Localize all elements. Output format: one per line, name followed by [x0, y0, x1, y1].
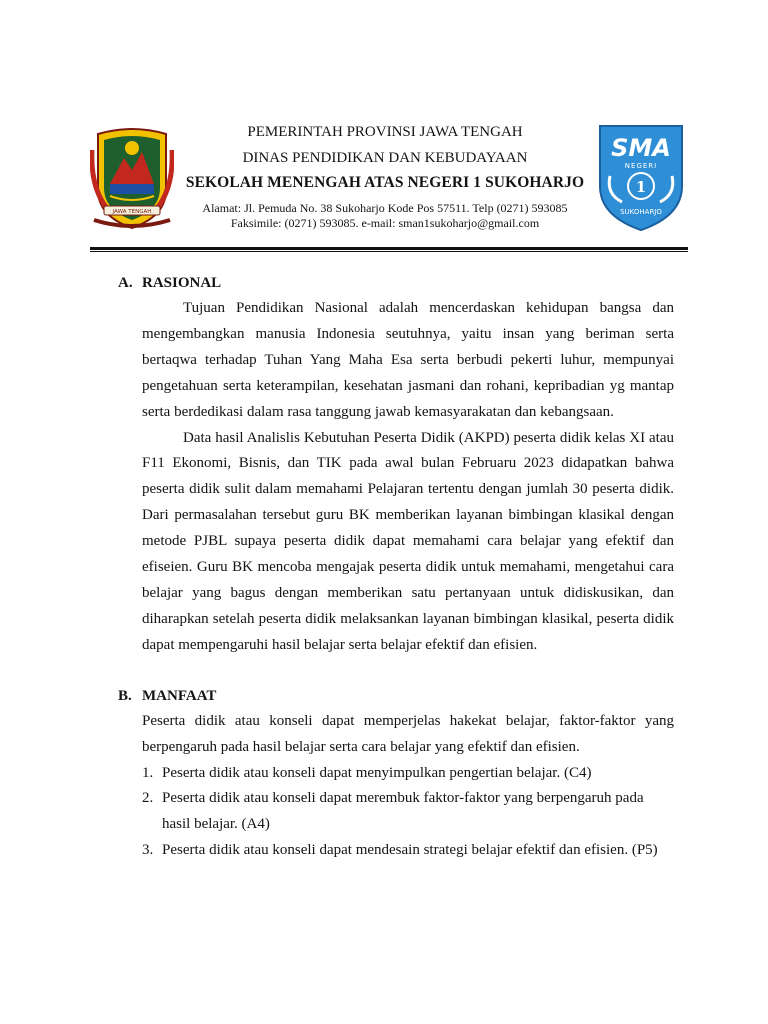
section-a-paragraph-2: Data hasil Analislis Kebutuhan Peserta Didik (AKPD) peserta didik kelas XI atau F11 Ekonomi, Bisnis, dan TIK pada awal bulan Februaru 2023 didapatkan bahwa peserta didik sulit dalam memahami Pelajaran tertentu dengan jumlah 30 peserta didik. Dari permasalahan tersebut guru BK memberikan layanan bimbingan klasikal dengan metode PJBL supaya peserta didik dapat memahami cara belajar yang efektif dan efiseien. Guru BK mencoba mengajak peserta didik untuk memahami, mengetahui cara belajar yang bagus dengan memberikan satu pertanyaan untuk didiskusikan, dan diharapkan setelah peserta didik melaksankan layanan bimbingan klasikal, peserta didik dapat mempengaruhi hasil belajar serta belajar efektif dan efisien.	[142, 429, 674, 653]
emblem-ribbon-text: JAWA TENGAH	[112, 209, 152, 215]
section-a-letter: A.	[118, 275, 133, 291]
letterhead	[88, 116, 688, 252]
list-item-number: 2.	[142, 790, 154, 807]
school-contact: Faksimile: (0271) 593085. e-mail: sman1sukoharjo@gmail.com	[230, 216, 540, 230]
section-b-intro: Peserta didik atau konseli dapat memperjelas hakekat belajar, faktor-faktor yang berpengaruh pada hasil belajar serta cara belajar yang efektif dan efisien.	[142, 712, 674, 755]
sma-logo-title: SMA	[611, 134, 671, 162]
section-a-heading	[118, 270, 674, 296]
jawa-tengah-emblem-icon	[90, 120, 174, 232]
list-item-text: Peserta didik atau konseli dapat mendesain strategi belajar efektif dan efisien. (P5)	[162, 842, 658, 859]
section-b-title: MANFAAT	[142, 687, 217, 704]
sma-logo-location: SUKOHARJO	[620, 208, 662, 216]
section-b-heading	[118, 683, 674, 709]
document-body	[118, 270, 674, 864]
sma-logo-number: 1	[635, 178, 647, 196]
government-name: PEMERINTAH PROVINSI JAWA TENGAH	[247, 124, 523, 140]
section-b-letter: B.	[118, 687, 132, 704]
letterhead-divider	[90, 247, 688, 250]
benefits-list	[118, 761, 674, 865]
list-item	[142, 786, 674, 838]
sma-logo-subtitle: NEGERI	[624, 162, 658, 170]
section-a-title: RASIONAL	[142, 275, 222, 291]
school-name: SEKOLAH MENENGAH ATAS NEGERI 1 SUKOHARJO	[185, 174, 585, 191]
sma-logo-icon	[596, 122, 686, 232]
section-a-paragraph-1: Tujuan Pendidikan Nasional adalah mencerdaskan kehidupan bangsa dan mengembangkan manusia Indonesia seutuhnya, yaitu insan yang beriman serta bertaqwa terhadap Tuhan Yang Maha Esa serta berbudi pekerti luhur, mempunyai pengetahuan serta keterampilan, kesehatan jasmani dan rohani, kepribadian yg mantap serta berdedikasi dalam rasa tanggung jawab kemasyarakatan dan kebangsaan.	[142, 300, 674, 420]
list-item	[142, 838, 674, 864]
list-item-text: Peserta didik atau konseli dapat menyimpulkan pengertian belajar. (C4)	[162, 764, 592, 781]
letterhead-text	[180, 122, 590, 231]
school-address: Alamat: Jl. Pemuda No. 38 Sukoharjo Kode Pos 57511. Telp (0271) 593085	[202, 201, 568, 215]
list-item-number: 3.	[142, 842, 154, 859]
department-name: DINAS PENDIDIKAN DAN KEBUDAYAAN	[242, 150, 528, 166]
list-item-number: 1.	[142, 764, 154, 781]
list-item-text: Peserta didik atau konseli dapat merembuk faktor-faktor yang berpengaruh pada hasil belajar. (A4)	[162, 790, 644, 833]
letterhead-divider-thin	[90, 251, 688, 252]
list-item	[142, 761, 674, 787]
